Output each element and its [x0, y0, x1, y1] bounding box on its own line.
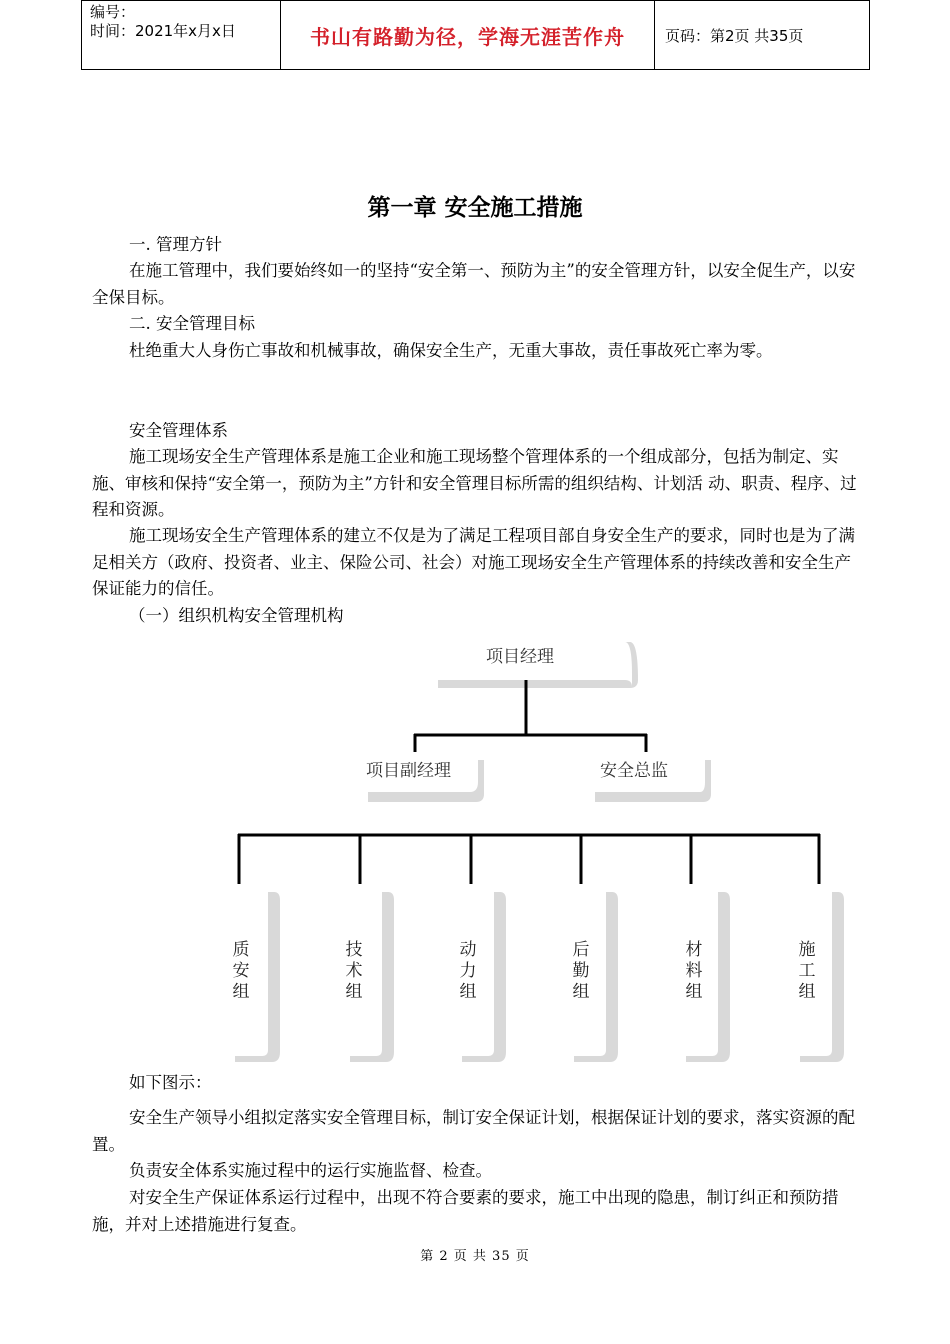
section-heading: 一. 管理方针 — [129, 235, 222, 254]
header-page-info: 页码：第2页 共35页 — [655, 1, 870, 69]
number-label: 编号： — [90, 3, 136, 21]
org-group-technical: 技 术 组 — [345, 940, 363, 1002]
paragraph: 杜绝重大人身伤亡事故和机械事故，确保安全生产，无重大事故，责任事故死亡率为零。 — [129, 341, 773, 360]
paragraph: 施工现场安全生产管理体系的建立不仅是为了满足工程项目部自身安全生产的要求，同时也是为了满足相关方（政府、投资者、业主、保险公司、社会）对施工现场安全生产管理体系的持续改善和安全生产保证能力的信任。 — [92, 526, 855, 598]
org-chart — [200, 632, 880, 1082]
org-node-safety-director: 安全总监 — [600, 761, 668, 781]
section-heading: 安全管理体系 — [129, 421, 228, 440]
header-motto: 书山有路勤为径，学海无涯苦作舟 — [281, 1, 655, 69]
paragraph: 负责安全体系实施过程中的运行实施监督、检查。 — [129, 1161, 492, 1180]
page-footer: 第 2 页 共 35 页 — [420, 1249, 530, 1264]
section-heading: （一）组织机构安全管理机构 — [129, 606, 344, 625]
paragraph: 对安全生产保证体系运行过程中，出现不符合要素的要求，施工中出现的隐患，制订纠正和预防措施，并对上述措施进行复查。 — [92, 1188, 839, 1234]
org-group-materials: 材 料 组 — [685, 940, 703, 1002]
chapter-title: 第一章 安全施工措施 — [367, 195, 583, 221]
org-group-construction: 施 工 组 — [798, 940, 816, 1002]
org-group-logistics: 后 勤 组 — [572, 940, 590, 1002]
time-label: 时间：2021年x月x日 — [90, 22, 236, 40]
paragraph: 安全生产领导小组拟定落实安全管理目标，制订安全保证计划，根据保证计划的要求，落实资源的配置。 — [92, 1108, 855, 1154]
org-node-deputy-manager: 项目副经理 — [366, 761, 451, 781]
paragraph: 在施工管理中，我们要始终如一的坚持“安全第一、预防为主”的安全管理方针，以安全促生产，以安全保目标。 — [92, 261, 856, 307]
section-heading: 二. 安全管理目标 — [129, 314, 255, 333]
paragraph: 如下图示： — [129, 1073, 212, 1092]
paragraph: 施工现场安全生产管理体系是施工企业和施工现场整个管理体系的一个组成部分，包括为制定、实施、审核和保持“安全第一，预防为主”方针和安全管理目标所需的组织结构、计划活 动、职责、程序、过程和资源。 — [92, 447, 857, 519]
org-group-power: 动 力 组 — [459, 940, 477, 1002]
org-group-quality-safety: 质 安 组 — [232, 940, 250, 1002]
header-meta — [81, 1, 281, 69]
page-header — [81, 0, 870, 70]
org-node-project-manager: 项目经理 — [486, 647, 554, 667]
org-chart-lines — [200, 632, 880, 1082]
